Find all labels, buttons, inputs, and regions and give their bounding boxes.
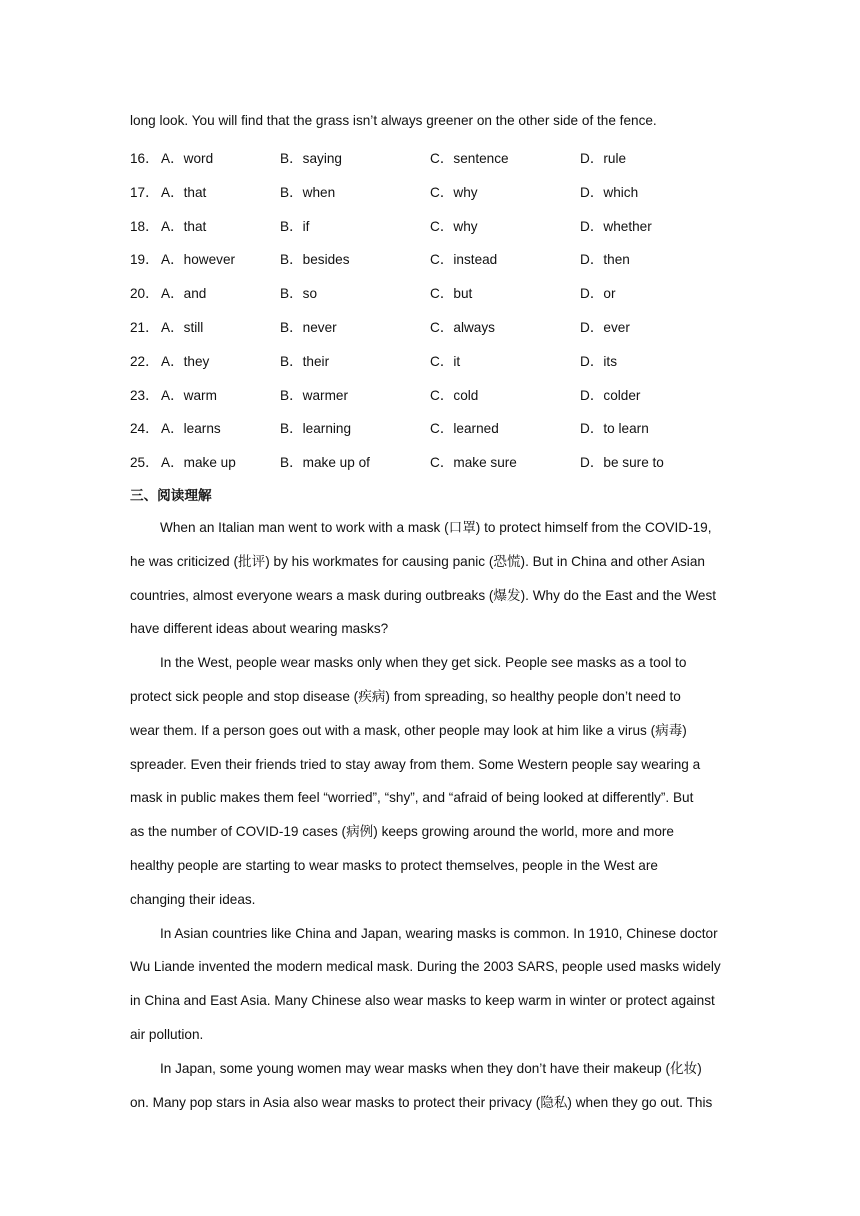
question-number: 17． — [130, 184, 159, 200]
paragraph-line: In Asian countries like China and Japan, wearing masks is common. In 1910, Chinese doctor — [160, 925, 718, 941]
paragraph-line: In the West, people wear masks only when they get sick. People see masks as a tool to — [160, 655, 687, 671]
paragraph-line: air pollution. — [130, 1026, 204, 1042]
option-a: A．they — [161, 353, 210, 369]
option-c: C．make sure — [430, 455, 517, 471]
paragraph-line: have different ideas about wearing masks? — [130, 621, 389, 637]
option-d: D．colder — [580, 387, 641, 403]
intro-line: long look. You will find that the grass isn’t always greener on the other side of the fence. — [130, 113, 657, 128]
paragraph-line: as the number of COVID-19 cases (病例) keeps growing around the world, more and more — [130, 824, 674, 840]
paragraph-line: wear them. If a person goes out with a mask, other people may look at him like a virus (病毒) — [130, 722, 687, 738]
option-a: A．still — [161, 320, 204, 335]
question-row — [130, 181, 750, 201]
option-b: B．if — [280, 218, 310, 234]
paragraph-line: When an Italian man went to work with a mask (口罩) to protect himself from the COVID-19, — [160, 520, 712, 535]
paragraph — [130, 924, 740, 1059]
option-c: C．learned — [430, 421, 499, 437]
question-number: 20． — [130, 286, 159, 302]
paragraph-line: mask in public makes them feel “worried”, “shy”, and “afraid of being looked at differently”. But — [130, 790, 694, 806]
option-d: D．be sure to — [580, 455, 664, 471]
option-d: D．to learn — [580, 421, 649, 437]
option-b: B．their — [280, 353, 330, 369]
option-b: B．when — [280, 184, 336, 200]
option-a: A．warm — [161, 387, 217, 403]
paragraph-line: Wu Liande invented the modern medical mask. During the 2003 SARS, people used masks widely — [130, 959, 721, 975]
question-number: 24． — [130, 421, 159, 437]
paragraph-line: he was criticized (批评) by his workmates for causing panic (恐慌). But in China and other Asian — [130, 553, 705, 569]
option-b: B．so — [280, 286, 318, 302]
paragraph — [130, 1059, 740, 1127]
option-b: B．make up of — [280, 455, 370, 471]
question-number: 22． — [130, 353, 159, 369]
option-a: A．that — [161, 218, 207, 234]
paragraph-line: healthy people are starting to wear masks to protect themselves, people in the West are — [130, 857, 658, 873]
paragraph-line: changing their ideas. — [130, 891, 256, 907]
paragraph-line: In Japan, some young women may wear masks when they don’t have their makeup (化妆) — [160, 1060, 702, 1076]
paragraph-line: protect sick people and stop disease (疾病) from spreading, so healthy people don’t need to — [130, 688, 681, 704]
option-a: A．learns — [161, 421, 221, 437]
question-row — [130, 451, 750, 471]
option-c: C．cold — [430, 387, 479, 403]
option-a: A．make up — [161, 455, 236, 471]
option-d: D．then — [580, 252, 630, 268]
option-b: B．besides — [280, 252, 350, 268]
option-d: D．ever — [580, 320, 630, 335]
question-row — [130, 215, 750, 235]
option-d: D．whether — [580, 218, 652, 234]
option-a: A．that — [161, 184, 207, 200]
option-a: A．word — [161, 151, 214, 166]
option-c: C．sentence — [430, 151, 509, 166]
option-c: C．but — [430, 286, 473, 302]
question-row — [130, 350, 750, 370]
option-d: D．which — [580, 184, 639, 200]
question-number: 21． — [130, 320, 159, 335]
option-d: D．rule — [580, 151, 627, 166]
question-number: 16． — [130, 151, 159, 166]
paragraph — [130, 518, 740, 653]
question-row — [130, 147, 750, 167]
option-c: C．always — [430, 320, 495, 335]
paragraph-line: on. Many pop stars in Asia also wear masks to protect their privacy (隐私) when they go out. This — [130, 1094, 713, 1110]
option-b: B．warmer — [280, 387, 348, 403]
paragraph — [130, 653, 740, 923]
question-number: 19． — [130, 252, 159, 268]
option-c: C．instead — [430, 252, 498, 268]
question-row — [130, 384, 750, 404]
option-d: D．or — [580, 286, 616, 302]
option-d: D．its — [580, 353, 618, 369]
option-b: B．saying — [280, 151, 342, 166]
option-a: A．however — [161, 252, 236, 268]
question-number: 25． — [130, 455, 159, 471]
paragraph-line: countries, almost everyone wears a mask during outbreaks (爆发). Why do the East and the West — [130, 587, 717, 603]
question-number: 23． — [130, 387, 159, 403]
question-number: 18． — [130, 218, 159, 234]
option-a: A．and — [161, 286, 207, 302]
paragraph-line: spreader. Even their friends tried to stay away from them. Some Western people say wearing a — [130, 756, 701, 772]
option-b: B．never — [280, 320, 337, 335]
section-heading: 三、阅读理解 — [130, 488, 212, 504]
question-row — [130, 282, 750, 302]
question-row — [130, 248, 750, 268]
option-c: C．why — [430, 218, 478, 234]
question-row — [130, 417, 750, 437]
option-c: C．why — [430, 184, 478, 200]
paragraph-line: in China and East Asia. Many Chinese also wear masks to keep warm in winter or protect against — [130, 993, 715, 1009]
option-c: C．it — [430, 353, 461, 369]
question-row — [130, 316, 750, 336]
option-b: B．learning — [280, 421, 352, 437]
